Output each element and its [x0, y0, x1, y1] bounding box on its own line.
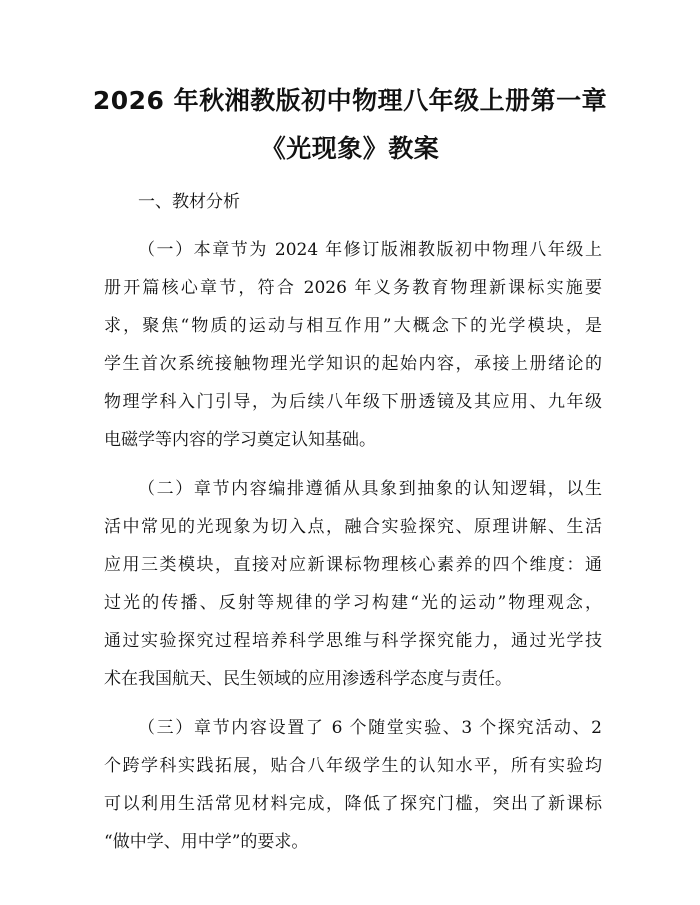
- paragraph-1-line-1: （一）本章节为 2024 年修订版湘教版初中物理八年级上: [138, 240, 602, 260]
- paragraph-2-line-4: 过光的传播、反射等规律的学习构建“光的运动”物理观念，: [104, 593, 602, 613]
- paragraph-3-line-1: （三）章节内容设置了 6 个随堂实验、3 个探究活动、2: [138, 718, 602, 738]
- paragraph-2-line-3: 应用三类模块，直接对应新课标物理核心素养的四个维度：通: [104, 555, 602, 575]
- paragraph-1-line-4: 学生首次系统接触物理光学知识的起始内容，承接上册绪论的: [104, 354, 602, 374]
- paragraph-1-line-3: 求，聚焦“物质的运动与相互作用”大概念下的光学模块，是: [104, 316, 602, 336]
- paragraph-2-line-2: 活中常见的光现象为切入点，融合实验探究、原理讲解、生活: [104, 517, 602, 537]
- paragraph-3-line-4: “做中学、用中学”的要求。: [104, 832, 309, 852]
- document-title-line-2: 《光现象》教案: [260, 134, 440, 163]
- document-title-line-1: 2026 年秋湘教版初中物理八年级上册第一章: [92, 86, 608, 115]
- paragraph-3-line-2: 个跨学科实践拓展，贴合八年级学生的认知水平，所有实验均: [104, 756, 602, 776]
- paragraph-3-line-3: 可以利用生活常见材料完成，降低了探究门槛，突出了新课标: [104, 794, 602, 814]
- section-heading: 一、教材分析: [138, 192, 240, 212]
- paragraph-1-line-2: 册开篇核心章节，符合 2026 年义务教育物理新课标实施要: [104, 278, 602, 298]
- paragraph-2-line-5: 通过实验探究过程培养科学思维与科学探究能力，通过光学技: [104, 631, 602, 651]
- paragraph-1-line-6: 电磁学等内容的学习奠定认知基础。: [104, 430, 376, 450]
- paragraph-2-line-6: 术在我国航天、民生领域的应用渗透科学态度与责任。: [104, 669, 512, 689]
- paragraph-1-line-5: 物理学科入门引导，为后续八年级下册透镜及其应用、九年级: [104, 392, 602, 412]
- paragraph-2-line-1: （二）章节内容编排遵循从具象到抽象的认知逻辑，以生: [138, 479, 602, 499]
